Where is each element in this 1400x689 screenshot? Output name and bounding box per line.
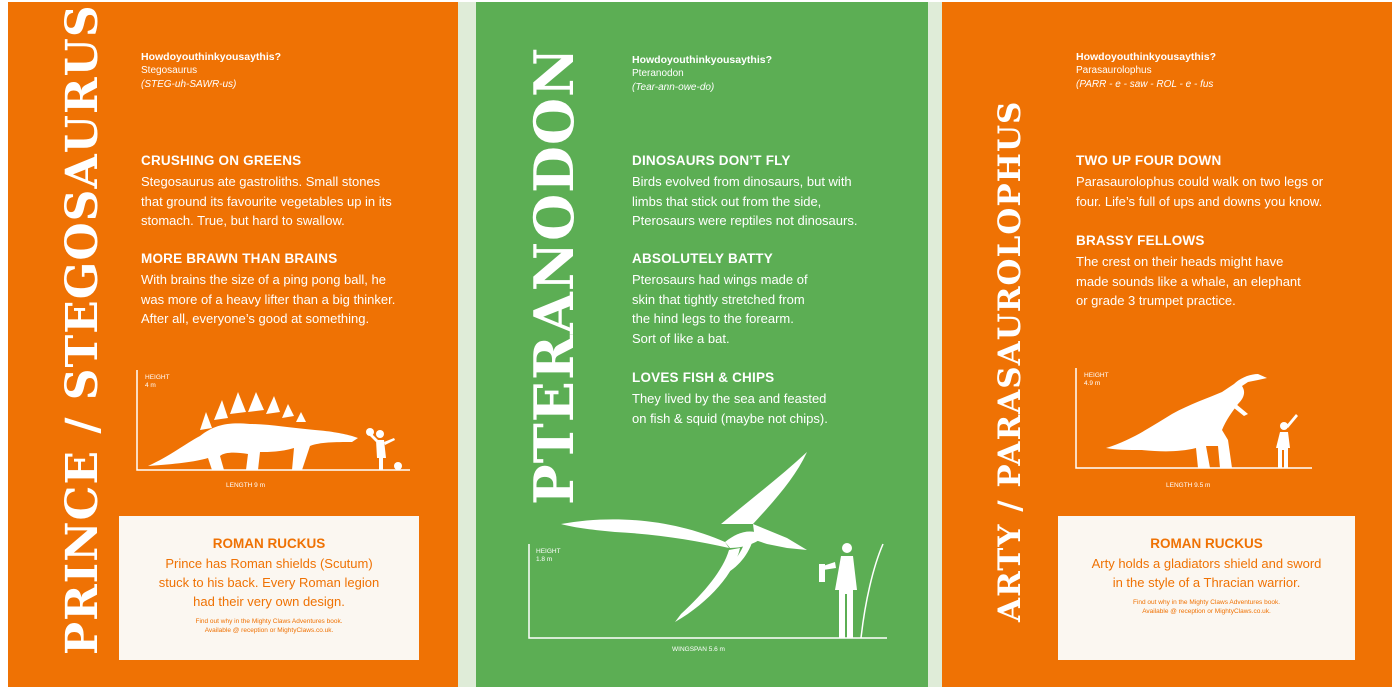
- fact-heading: BRASSY FELLOWS: [1076, 233, 1205, 248]
- height-label: HEIGHT 4.9 m: [1084, 372, 1109, 387]
- length-label: LENGTH 9.5 m: [1166, 482, 1211, 489]
- fact-text: With brains the size of a ping pong ball, he was more of a heavy lifter than a big thinker. After all, everyone’s good at something.: [141, 272, 396, 326]
- phonetic-spelling: (PARR - e - saw - ROL - e - fus: [1076, 79, 1214, 90]
- roman-ruckus-box: [119, 516, 419, 660]
- pronunciation-question: Howdoyouthinkyousaythis?: [632, 54, 773, 66]
- box-text: Arty holds a gladiators shield and sword in the style of a Thracian warrior.: [1091, 556, 1322, 590]
- fact-text: They lived by the sea and feasted on fish & squid (maybe not chips).: [632, 391, 828, 426]
- parasaurolophus-pronunciation: [1076, 50, 1216, 92]
- height-label: HEIGHT 1.8 m: [536, 548, 561, 563]
- panel-divider: [458, 2, 476, 687]
- length-label: LENGTH 9 m: [226, 482, 266, 489]
- fact-heading: ABSOLUTELY BATTY: [632, 251, 773, 266]
- parasaurolophus-vertical-title: ARTY / PARASAUROLOPHUS: [992, 100, 1028, 622]
- pteranodon-vertical-title: PTERANODON: [522, 46, 586, 505]
- fact-text: Stegosaurus ate gastroliths. Small stones that ground its favourite vegetables up in its stomach. True, but hard to swallow.: [141, 174, 392, 228]
- human-silhouette: [1276, 414, 1298, 468]
- fact-section: [141, 251, 441, 329]
- fact-section: [1076, 233, 1376, 311]
- fact-heading: MORE BRAWN THAN BRAINS: [141, 251, 338, 266]
- fact-section: [1076, 153, 1376, 211]
- stegosaurus-silhouette: [148, 392, 358, 470]
- dinosaur-name: Pteranodon: [632, 68, 684, 79]
- fact-text: The crest on their heads might have made sounds like a whale, an elephant or grade 3 trumpet practice.: [1076, 254, 1301, 308]
- box-heading: ROMAN RUCKUS: [212, 536, 326, 551]
- fact-section: [141, 153, 441, 231]
- box-heading: ROMAN RUCKUS: [1150, 536, 1263, 551]
- fact-text: Birds evolved from dinosaurs, but with limbs that stick out from the side, Pterosaurs were reptiles not dinosaurs.: [632, 174, 858, 228]
- height-label: HEIGHT 4 m: [145, 374, 170, 389]
- human-silhouette: [366, 428, 402, 470]
- box-footer: Find out why in the Mighty Claws Adventures book. Available @ reception or MightyClaws.co.uk.: [195, 618, 343, 634]
- fact-heading: CRUSHING ON GREENS: [141, 153, 302, 168]
- panel-divider: [928, 2, 942, 687]
- parasaurolophus-size-chart: [1072, 364, 1322, 474]
- box-text: Prince has Roman shields (Scutum) stuck to his back. Every Roman legion had their very own design.: [158, 556, 380, 609]
- box-footer: Find out why in the Mighty Claws Adventures book. Available @ reception or MightyClaws.co.uk.: [1132, 599, 1281, 615]
- pteranodon-silhouette: [561, 452, 807, 622]
- wingspan-label: WINGSPAN 5.6 m: [672, 646, 725, 653]
- stegosaurus-size-chart: [130, 366, 420, 476]
- pronunciation-question: Howdoyouthinkyousaythis?: [1076, 51, 1217, 63]
- human-silhouette: [819, 543, 883, 638]
- fact-text: Parasaurolophus could walk on two legs or four. Life’s full of ups and downs you know.: [1076, 174, 1324, 209]
- fact-heading: LOVES FISH & CHIPS: [632, 370, 775, 385]
- pteranodon-size-chart: [525, 452, 905, 642]
- stegosaurus-vertical-title: PRINCE / STEGOSAURUS: [57, 4, 108, 655]
- phonetic-spelling: (STEG-uh-SAWR-us): [141, 79, 237, 90]
- fact-section: [632, 251, 922, 348]
- dinosaur-name: Stegosaurus: [141, 65, 198, 76]
- pronunciation-question: Howdoyouthinkyousaythis?: [141, 51, 282, 63]
- pteranodon-pronunciation: [632, 53, 772, 95]
- fact-text: Pterosaurs had wings made of skin that tightly stretched from the hind legs to the forearm. Sort of like a bat.: [632, 272, 808, 346]
- parasaurolophus-silhouette: [1106, 374, 1267, 468]
- stegosaurus-pronunciation: [141, 50, 281, 92]
- roman-ruckus-box: [1058, 516, 1355, 660]
- fact-section: [632, 153, 922, 231]
- fact-heading: DINOSAURS DON’T FLY: [632, 153, 791, 168]
- dinosaur-name: Parasaurolophus: [1076, 65, 1152, 76]
- fact-section: [632, 370, 922, 428]
- fact-heading: TWO UP FOUR DOWN: [1076, 153, 1222, 168]
- phonetic-spelling: (Tear-ann-owe-do): [632, 82, 715, 93]
